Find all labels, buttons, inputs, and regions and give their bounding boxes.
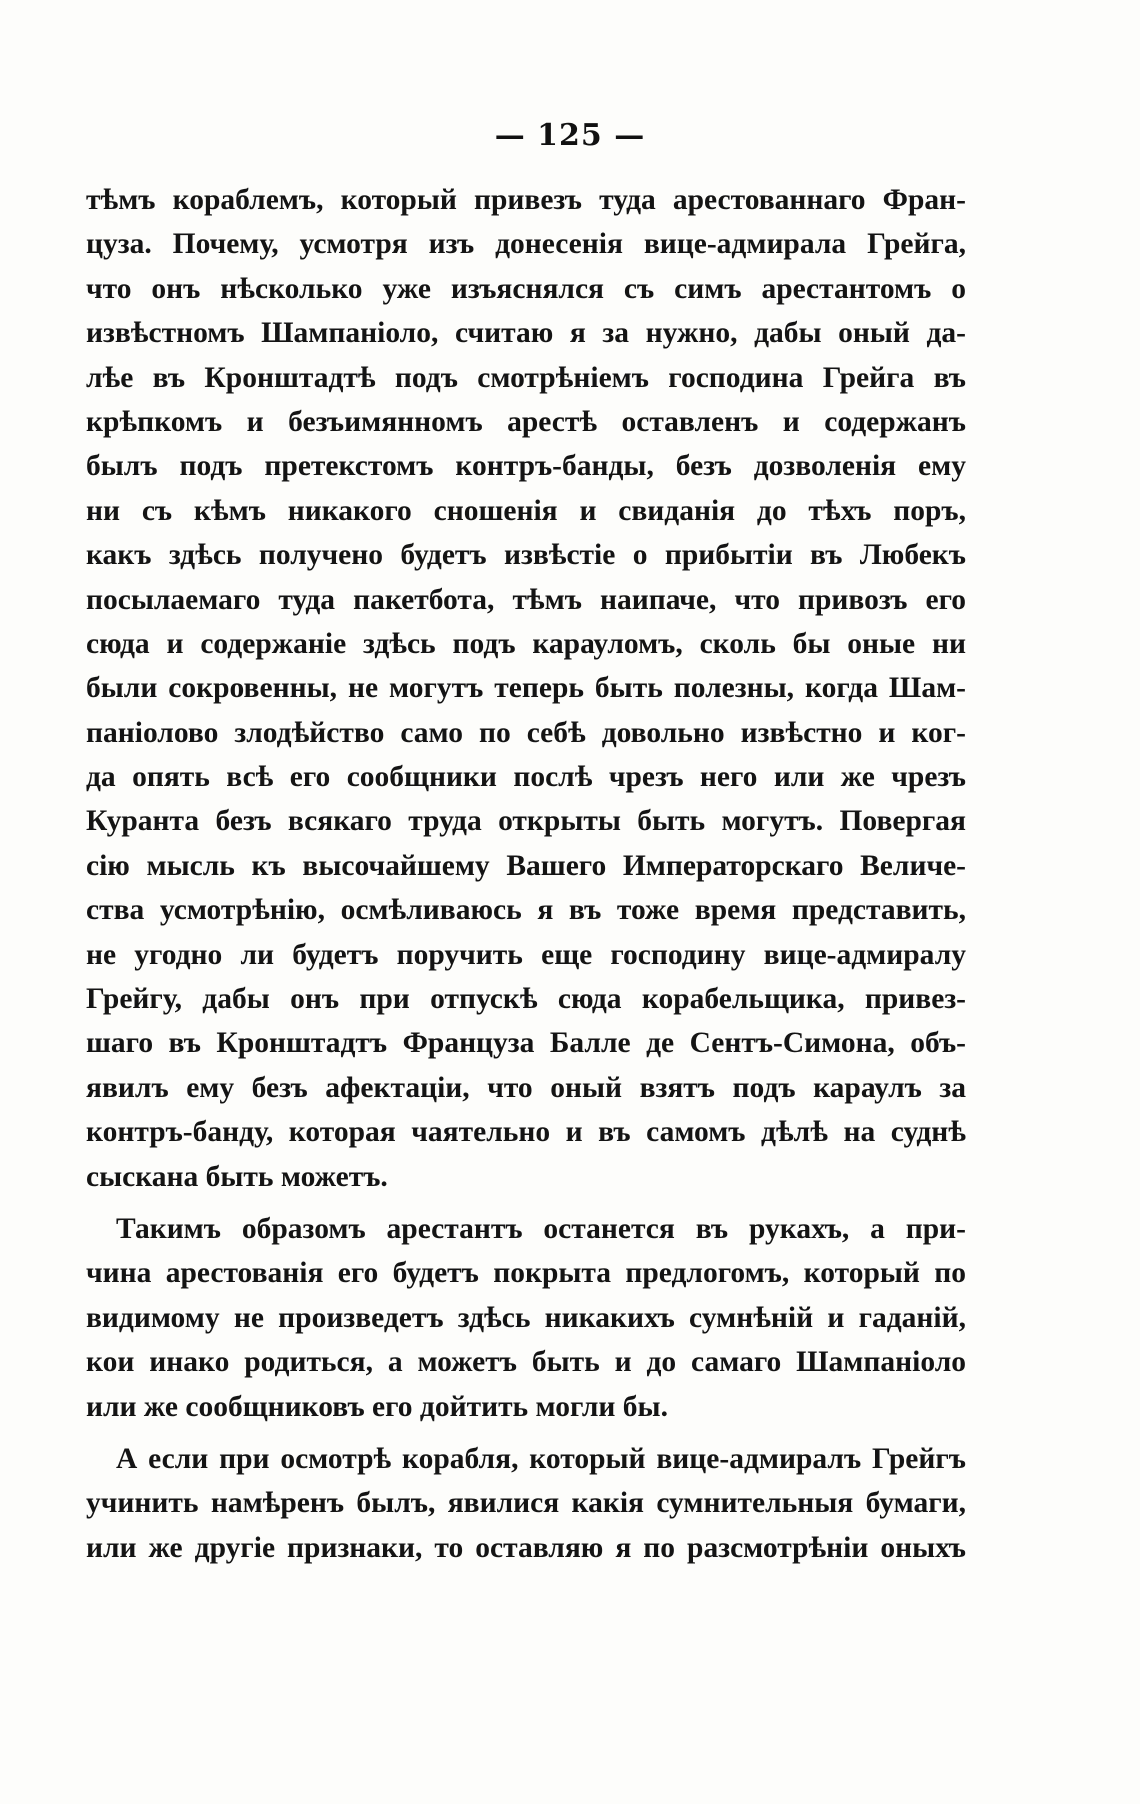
text-line: да опять всѣ его сообщники послѣ чрезъ него или же чрезъ [86,761,966,794]
text-line: былъ подъ претекстомъ контръ-банды, безъ дозволенія ему [86,450,966,483]
text-line: или же сообщниковъ его дойтить могли бы. [86,1390,668,1423]
text-line: какъ здѣсь получено будетъ извѣстіе о прибытіи въ Любекъ [86,539,966,572]
text-line: сію мысль къ высочайшему Вашего Императорскаго Величе- [86,849,966,882]
paragraph-gap [86,1429,966,1437]
text-line: видимому не произведетъ здѣсь никакихъ сумнѣній и гаданій, [86,1301,966,1334]
text-line: Такимъ образомъ арестантъ останется въ рукахъ, а при- [116,1212,966,1245]
text-line: были сокровенны, не могутъ теперь быть полезны, когда Шам- [86,672,966,705]
text-line: явилъ ему безъ афектаціи, что оный взятъ подъ караулъ за [86,1071,966,1104]
text-line: ни съ кѣмъ никакого сношенія и свиданія до тѣхъ поръ, [86,494,966,527]
text-line: посылаемаго туда пакетбота, тѣмъ наипаче, что привозъ его [86,583,966,616]
text-line: Куранта безъ всякаго труда открыты быть могутъ. Повергая [86,805,966,838]
text-line: учинить намѣренъ былъ, явилися какія сумнительныя бумаги, [86,1487,966,1520]
text-line: не угодно ли будетъ поручить еще господину вице-адмиралу [86,938,966,971]
text-line: или же другіе признаки, то оставляю я по разсмотрѣніи оныхъ [86,1531,966,1564]
text-line: лѣе въ Кронштадтѣ подъ смотрѣніемъ господина Грейга въ [86,361,966,394]
text-line: контръ-банду, которая чаятельно и въ самомъ дѣлѣ на суднѣ [86,1116,966,1149]
text-line: извѣстномъ Шампаніоло, считаю я за нужно, дабы оный да- [86,317,966,350]
text-line: шаго въ Кронштадтъ Француза Балле де Сентъ-Симона, объ- [86,1027,966,1060]
text-line: А если при осмотрѣ корабля, который вице-адмиралъ Грейгъ [116,1442,966,1475]
body-text [86,178,966,1570]
page-number: — 125 — [494,118,646,153]
text-line: кои инако родиться, а можетъ быть и до самаго Шампаніоло [86,1346,966,1379]
text-line: тѣмъ кораблемъ, который привезъ туда арестованнаго Фран- [86,184,966,216]
text-line: сыскана быть можетъ. [86,1160,388,1193]
text-line: Грейгу, дабы онъ при отпускѣ сюда корабельщика, привез- [86,983,966,1016]
text-line: крѣпкомъ и безъимянномъ арестѣ оставленъ и содержанъ [86,405,966,438]
text-line: сюда и содержаніе здѣсь подъ карауломъ, сколь бы оные ни [86,627,966,660]
text-line: что онъ нѣсколько уже изъяснялся съ симъ арестантомъ о [86,272,966,305]
paragraph-gap [86,1199,966,1207]
text-line: цуза. Почему, усмотря изъ донесенія вице-адмирала Грейга, [86,228,966,261]
text-line: ства усмотрѣнію, осмѣливаюсь я въ тоже время представить, [86,894,966,927]
text-line: паніолово злодѣйство само по себѣ довольно извѣстно и ког- [86,716,966,749]
text-line: чина арестованія его будетъ покрыта предлогомъ, который по [86,1257,966,1290]
